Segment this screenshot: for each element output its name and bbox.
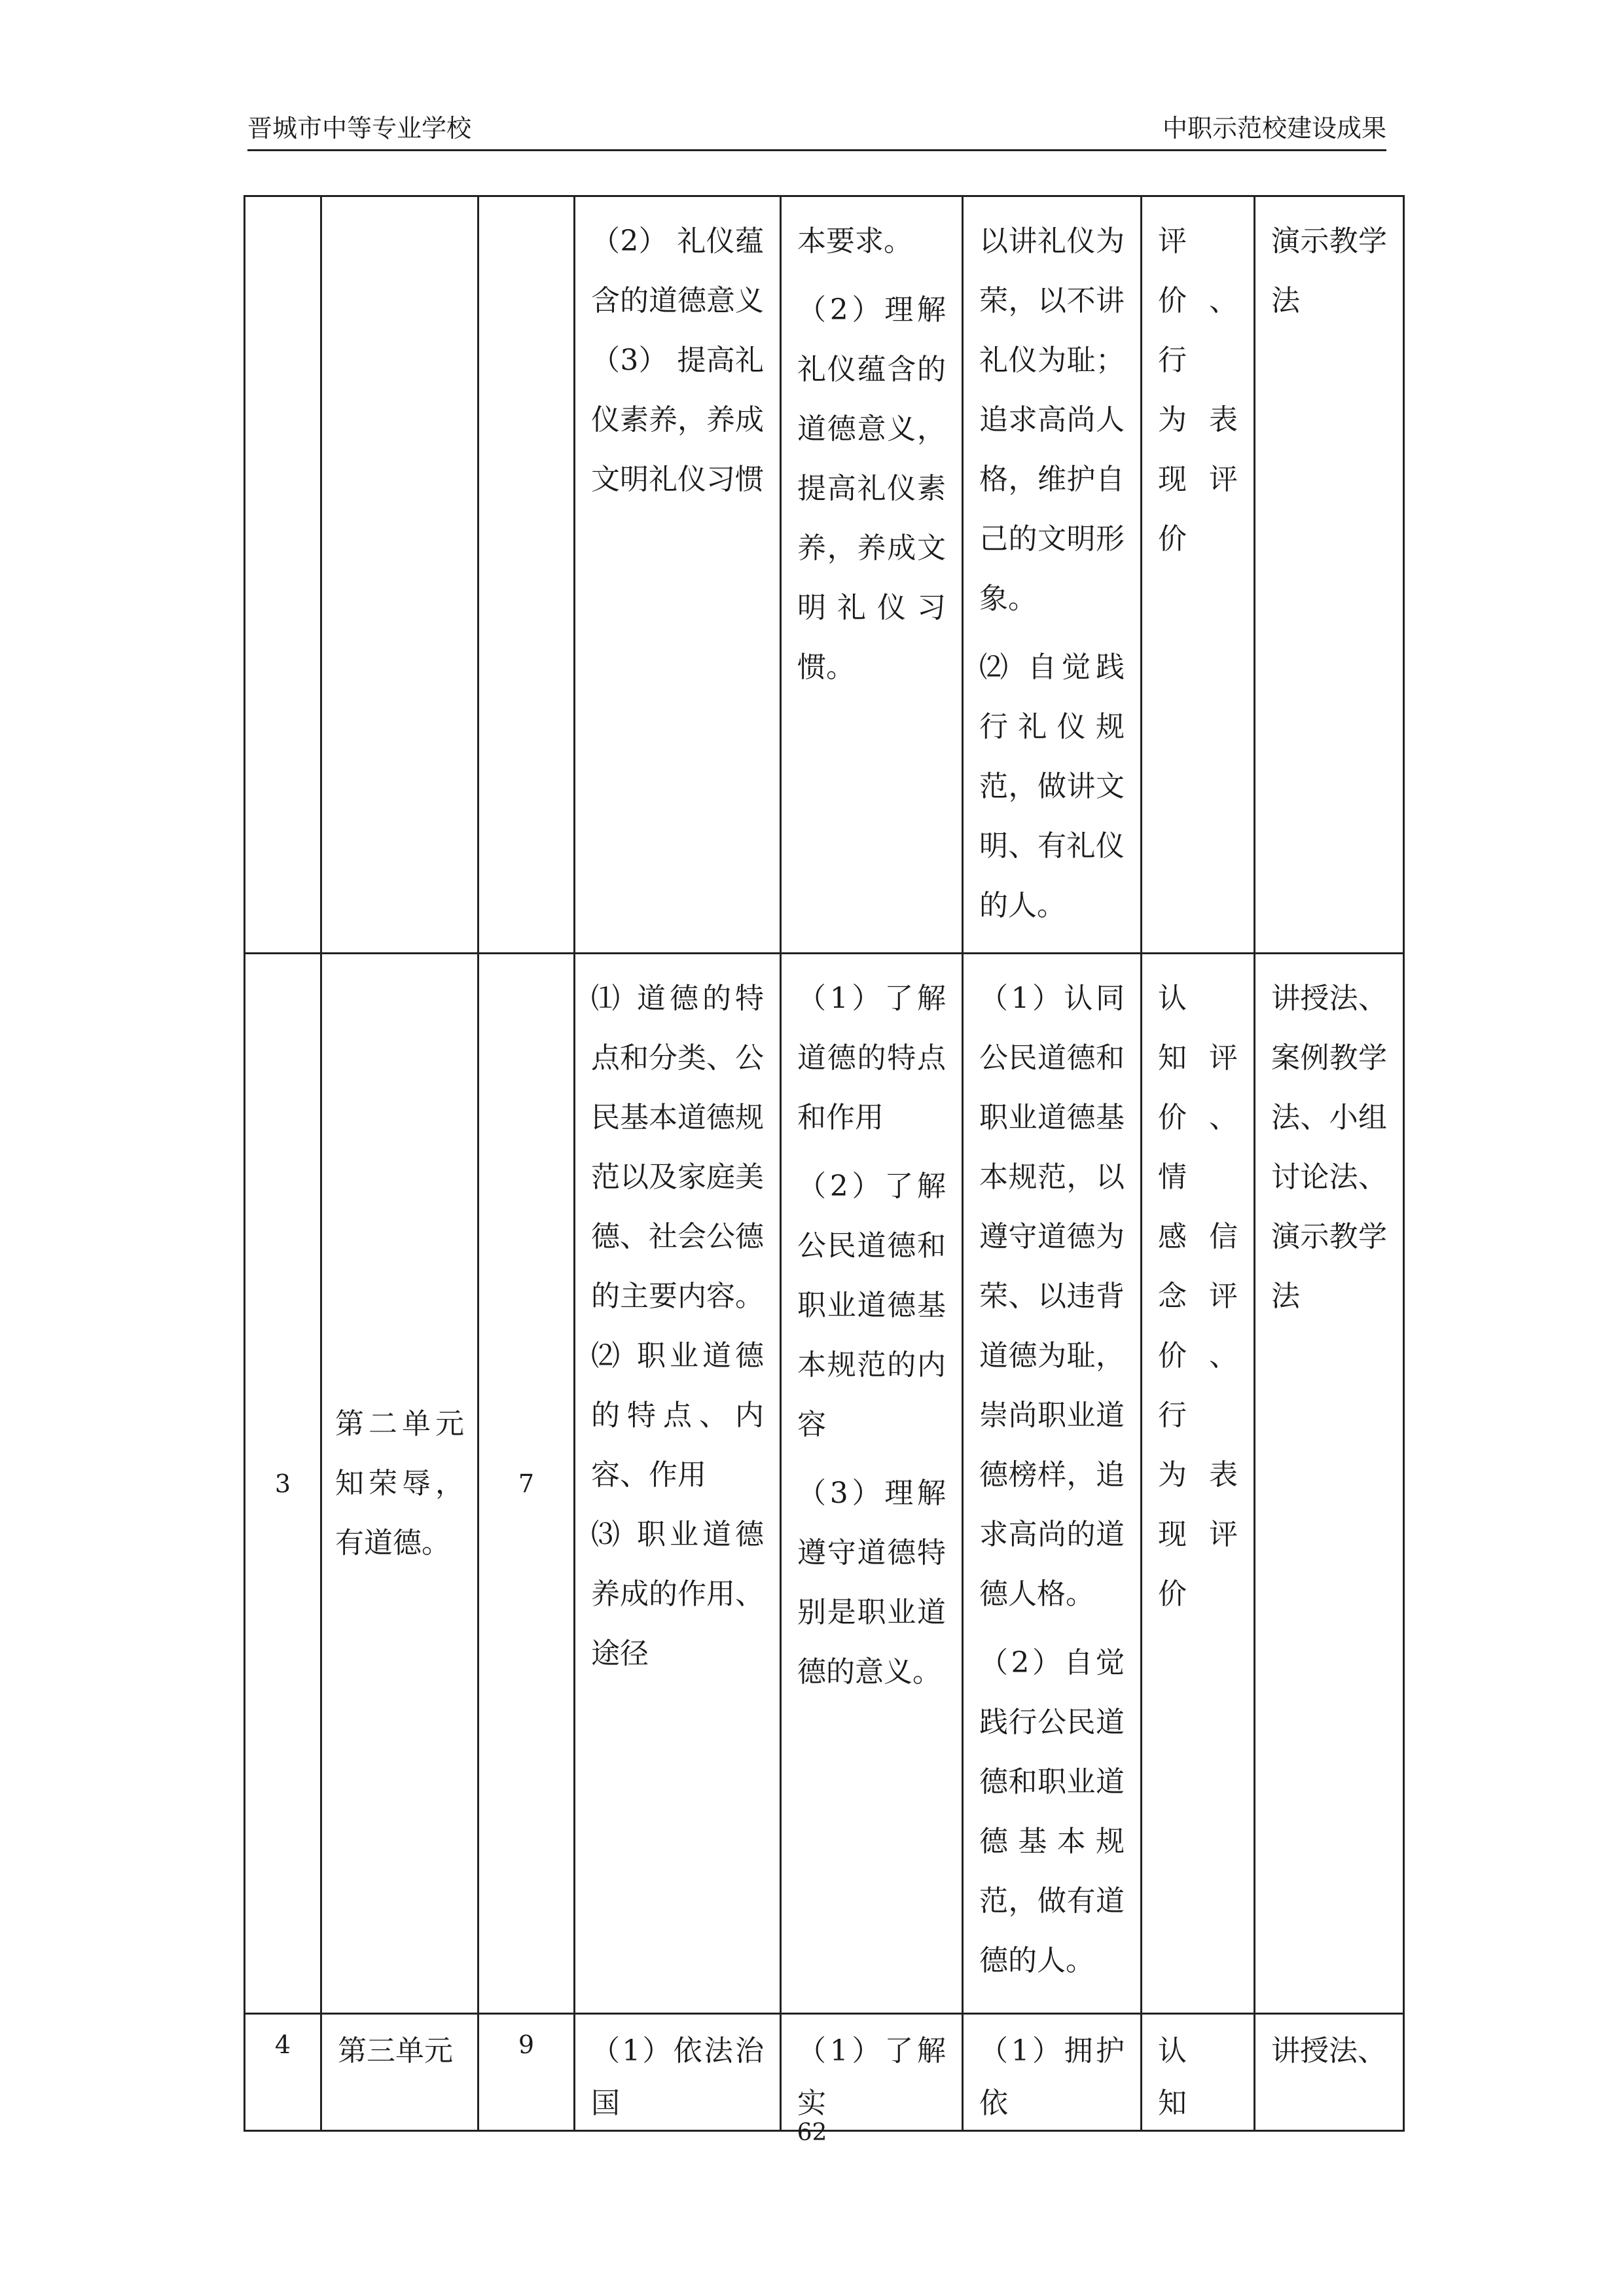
goals-cell <box>963 2014 1142 2131</box>
requirement-item: （1）了解道德的特点和作用 <box>797 982 946 1134</box>
hours-cell: 7 <box>478 954 575 2014</box>
hours-cell: 9 <box>478 2014 575 2131</box>
content-cell <box>575 196 781 954</box>
methods-cell: 演示教学法 <box>1255 196 1404 954</box>
goal-item: 以讲礼仪为荣，以不讲礼仪为耻；追求高尚人格，维护自己的文明形象。 <box>979 224 1125 615</box>
row-number-cell: 4 <box>245 2014 321 2131</box>
methods-cell: 讲授法、案例教学法、小组讨论法、演示教学法 <box>1255 954 1404 2014</box>
project-title: 中职示范校建设成果 <box>1162 114 1386 143</box>
content-item: （1）依法治国 <box>591 2034 764 2120</box>
row-number-cell <box>245 196 321 954</box>
unit-cell: 第二单元知荣辱，有道德。 <box>321 954 478 2014</box>
content-item: ⑵ 职业道德的特点、内容、作用 <box>591 1339 764 1492</box>
row-number-cell: 3 <box>245 954 321 2014</box>
evaluation-cell: 评价、行 为表 现评价 <box>1142 196 1255 954</box>
page-number: 62 <box>797 2119 827 2146</box>
goal-item: （1）认同公民道德和职业道德基本规范，以遵守道德为荣、以违背道德为耻，崇尚职业道德榜样，追求高尚的道德人格。 <box>979 982 1125 1611</box>
requirement-item: （1）了解实 <box>797 2034 946 2120</box>
requirement-item: （2）理解礼仪蕴含的道德意义，提高礼仪素养，养成文明礼仪习惯。 <box>797 293 946 684</box>
requirements-cell <box>781 196 963 954</box>
school-name: 晋城市中等专业学校 <box>247 114 472 143</box>
evaluation-cell: 认 知 <box>1142 2014 1255 2131</box>
requirement-item: 本要求。 <box>797 224 912 258</box>
content-cell <box>575 954 781 2014</box>
evaluation-cell: 认 知评价、情 感信 念评价、行 为表 现评价 <box>1142 954 1255 2014</box>
methods-cell: 讲授法、 <box>1255 2014 1404 2131</box>
hours-cell <box>478 196 575 954</box>
requirement-item: （3）理解遵守道德特别是职业道德的意义。 <box>797 1477 946 1689</box>
unit-cell: 第三单元 <box>321 2014 478 2131</box>
curriculum-table <box>244 195 1405 2132</box>
goal-item: ⑵ 自觉践行礼仪规范，做讲文明、有礼仪的人。 <box>979 651 1125 922</box>
goals-cell <box>963 196 1142 954</box>
requirement-item: （2）了解公民道德和职业道德基本规范的内容 <box>797 1170 946 1441</box>
requirements-cell <box>781 954 963 2014</box>
requirements-cell <box>781 2014 963 2131</box>
page-header <box>247 110 1386 151</box>
goals-cell <box>963 954 1142 2014</box>
content-item: ⑴ 道德的特点和分类、公民基本道德规范以及家庭美德、社会公德的主要内容。 <box>591 982 764 1313</box>
table-row <box>245 196 1404 954</box>
content-item: ⑶ 职业道德养成的作用、途径 <box>591 1518 764 1670</box>
goal-item: （1）拥护依 <box>979 2034 1125 2120</box>
table-row <box>245 954 1404 2014</box>
table-row <box>245 2014 1404 2131</box>
content-item: （3） 提高礼仪素养，养成文明礼仪习惯 <box>591 344 764 496</box>
goal-item: （2）自觉践行公民道德和职业道德基本规范，做有道德的人。 <box>979 1646 1125 1977</box>
content-cell <box>575 2014 781 2131</box>
unit-cell <box>321 196 478 954</box>
content-item: （2） 礼仪蕴含的道德意义 <box>591 224 764 317</box>
